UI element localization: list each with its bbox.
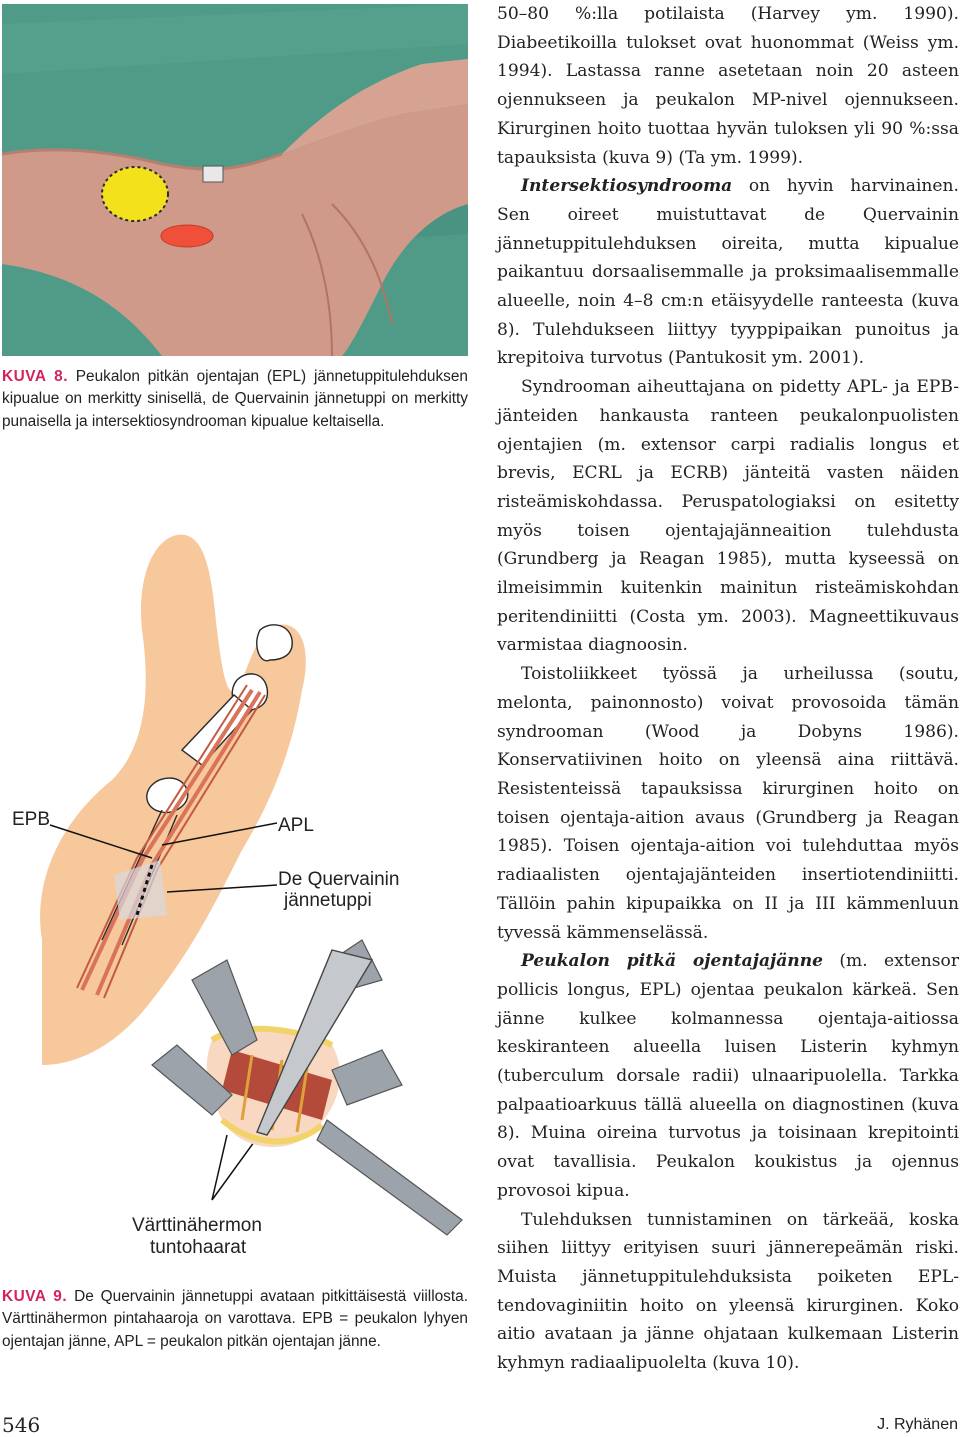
figure-8-caption-text: Peukalon pitkän ojentajan (EPL) jännetuppitulehduksen kipualue on merkitty sinisellä, de Quervainin jännetuppi on merkitty punaisella ja intersektiosyndrooman kipualue keltaisella. <box>2 368 468 430</box>
epl-marker <box>203 166 223 182</box>
paragraph-4: Toistoliikkeet työssä ja urheilussa (soutu, melonta, painonnosto) voivat provosoida tämän syndrooman (Wood ja Dobyns 1986). Konservatiivinen hoito on yleensä aina riittävä. Resistenteissä tapauksissa kirurginen hoito on toisen ojentaja-aition avaus (Grundberg ja Reagan 1985). Toisen ojentaja-aition voi tulehduttaa myös radiaalisten ojentajajänteiden insertiotendiniitti. Tällöin pahin kipupaikka on II ja III kämmenluun tyvessä kämmenselässä. <box>497 664 959 943</box>
paragraph-5 <box>497 947 959 1205</box>
figure-8-photo <box>2 4 468 356</box>
term-intersektiosyndrooma: Intersektiosyndrooma <box>521 176 733 197</box>
paragraph-6: Tulehduksen tunnistaminen on tärkeää, koska siihen liittyy erityisen suuri jännerepeämän riski. Muista jännetuppitulehduksista poiketen EPL-tendovaginiitin hoito on yleensä kirurginen. Koko aitio avataan ja jänne ohjataan kulkemaan Listerin kyhmyn radiaalipuolelta (kuva 10). <box>497 1209 959 1374</box>
hand-photo-illustration <box>2 4 468 356</box>
label-apl: APL <box>278 815 314 836</box>
paragraph-3: Syndrooman aiheuttajana on pidetty APL- ja EPB-jänteiden hankausta ranteen peukalonpuolisten ojentajien (m. extensor carpi radialis longus et brevis, ECRL ja ECRB) jänteitä vasten näiden risteämiskohdassa. Peruspatologiaksi on esitetty myös toisen ojentajajänneaition tulehdusta (Grundberg ja Reagan 1985), mutta kyseessä on ilmeisimmin kuitenkin mainitun risteämiskohdan peritendiniitti (Costa ym. 2003). Magneettikuvaus varmistaa diagnoosin. <box>497 377 959 656</box>
label-epb: EPB <box>12 809 51 830</box>
paragraph-2 <box>497 172 959 373</box>
paragraph-5-text: (m. extensor pollicis longus, EPL) ojentaa peukalon kärkeä. Sen jänne kulkee kolmannessa ojentaja-aitiossa keskiranteen alueella luisen Listerin kyhmyn (tuberculum dorsale radii) ulnaaripuolella. Tarkka palpaatioarkuus tällä alueella on diagnostinen (kuva 8). Muina oireina turvotus ja toisinaan krepitointi ovat tavallisia. Peukalon koukistus ja ojennus provosoi kipua. <box>497 951 959 1201</box>
de-quervain-area <box>161 225 213 247</box>
paragraph-2-text: on hyvin harvinainen. Sen oireet muistuttavat de Quervainin jännetuppitulehduksen oireita, mutta kipualue paikantuu dorsaalisemmalle ja proksimaalisemmalle alueelle, noin 4–8 cm:n etäisyydelle ranteesta (kuva 8). Tulehdukseen liittyy tyyppipaikan punoitus ja krepitoiva turvotus (Pantukosit ym. 2001). <box>497 176 959 369</box>
label-nerve-2: tuntohaarat <box>150 1237 247 1258</box>
author-name: J. Ryhänen <box>877 1416 958 1433</box>
figure-8-caption <box>2 366 468 433</box>
figure-9-label: KUVA 9. <box>2 1288 68 1305</box>
label-quervain-1: De Quervainin <box>278 869 400 890</box>
surgery-illustration <box>2 520 468 1285</box>
term-epl: Peukalon pitkä ojentajajänne <box>521 951 824 972</box>
label-nerve-1: Värttinähermon <box>132 1215 262 1236</box>
figure-8-label: KUVA 8. <box>2 368 69 385</box>
paragraph-1: 50–80 %:lla potilaista (Harvey ym. 1990). Diabeetikoilla tulokset ovat huonommat (Weiss ym. 1994). Lastassa ranne asetetaan noin 20 asteen ojennukseen ja peukalon MP-nivel ojennukseen. Kirurginen hoito tuottaa hyvän tuloksen yli 90 %:ssa tapauksista (kuva 9) (Ta ym. 1999). <box>497 4 959 168</box>
page-number: 546 <box>2 1413 41 1437</box>
figure-9-illustration <box>2 520 468 1285</box>
figure-9-caption-text: De Quervainin jännetuppi avataan pitkittäisestä viillosta. Värttinähermon pintahaaroja on varottava. EPB = peukalon lyhyen ojentajan jänne, APL = peukalon pitkän ojentajan jänne. <box>2 1288 468 1350</box>
intersection-syndrome-area <box>102 167 168 221</box>
body-text-column <box>497 0 959 1378</box>
label-quervain-2: jännetuppi <box>284 890 372 911</box>
figure-9-caption <box>2 1286 468 1353</box>
